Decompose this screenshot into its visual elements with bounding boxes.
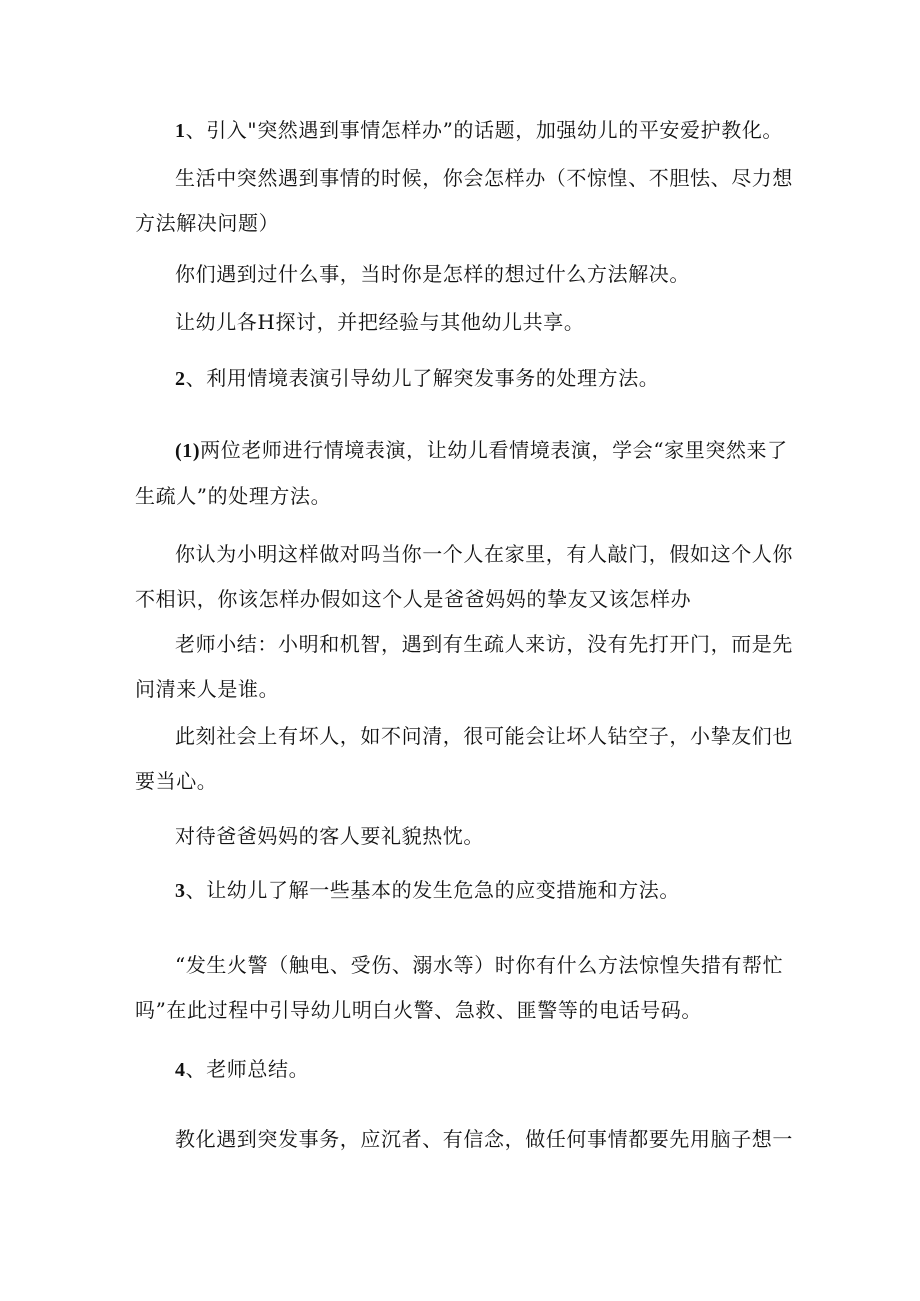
- paragraph-13: [135, 1047, 795, 1093]
- paragraph-8: [135, 622, 795, 712]
- paragraph-text: 此刻社会上有坏人，如不问清，很可能会让坏人钻空子，小挚友们也要当心。: [135, 724, 793, 793]
- paragraph-text: 两位老师进行情境表演，让幼儿看情境表演，学会“家里突然来了生疏人”的处理方法。: [135, 438, 788, 508]
- paragraph-text: 你认为小明这样做对吗当你一个人在家里，有人敲门，假如这个人你不相识，你该怎样办假如这个人是爸爸妈妈的挚友又该怎样办: [135, 542, 793, 611]
- paragraph-text: 、利用情境表演引导幼儿了解突发事务的处理方法。: [185, 366, 660, 390]
- paragraph-11: [135, 868, 795, 914]
- paragraph-text: 生活中突然遇到事情的时候，你会怎样办（不惊惶、不胆怯、尽力想方法解决问题）: [135, 166, 793, 235]
- paragraph-9: [135, 714, 795, 804]
- section-number: 1: [175, 120, 186, 142]
- paragraph-2: [135, 156, 795, 246]
- paragraph-12: [135, 943, 795, 1033]
- paragraph-text: 你们遇到过什么事，当时你是怎样的想过什么方法解决。: [175, 262, 690, 286]
- section-number: 3: [175, 880, 186, 902]
- paragraph-10: [135, 814, 795, 859]
- paragraph-3: [135, 252, 795, 297]
- sub-number: (1): [175, 440, 201, 462]
- section-number: 4: [175, 1059, 186, 1081]
- paragraph-7: [135, 532, 795, 622]
- paragraph-text: 、引入"突然遇到事情怎样办”的话题，加强幼儿的平安爱护教化。: [185, 118, 784, 142]
- paragraph-text: 教化遇到突发事务，应沉者、有信念，做任何事情都要先用脑子想一: [175, 1127, 793, 1151]
- paragraph-6: [135, 428, 795, 519]
- paragraph-1: [135, 108, 795, 154]
- section-number: 2: [175, 368, 186, 390]
- paragraph-text: 、让幼儿了解一些基本的发生危急的应变措施和方法。: [185, 878, 681, 902]
- paragraph-4: [135, 300, 795, 345]
- paragraph-text: “发生火警（触电、受伤、溺水等）时你有什么方法惊惶失措有帮忙吗”在此过程中引导幼儿明白火警、急救、匪警等的电话号码。: [135, 953, 784, 1022]
- paragraph-5: [135, 356, 795, 402]
- paragraph-14: [135, 1117, 795, 1162]
- paragraph-text: 让幼儿各H探讨，并把经验与其他幼儿共享。: [175, 310, 585, 334]
- paragraph-text: 对待爸爸妈妈的客人要礼貌热忱。: [175, 824, 484, 848]
- paragraph-text: 、老师总结。: [185, 1057, 310, 1081]
- paragraph-text: 老师小结：小明和机智，遇到有生疏人来访，没有先打开门，而是先问清来人是谁。: [135, 632, 793, 701]
